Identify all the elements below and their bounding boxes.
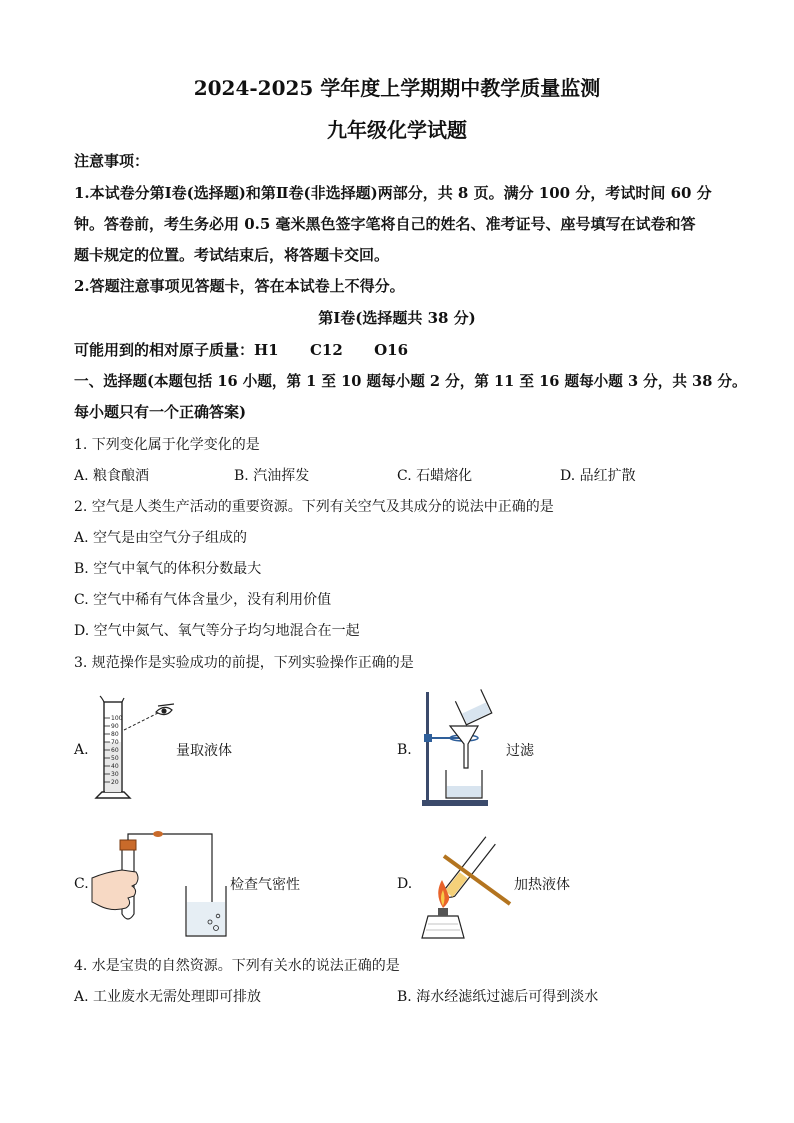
- filtration-diagram: [416, 688, 512, 810]
- q1-option-b[interactable]: B. 汽油挥发: [234, 468, 310, 484]
- q4-option-a[interactable]: A. 工业废水无需处理即可排放: [74, 989, 262, 1005]
- section-heading-line1: 一、选择题(本题包括 16 小题，第 1 至 10 题每小题 2 分，第 11 至 16 题每小题 3 分，共 38 分。: [74, 373, 747, 390]
- q3-option-c-letter[interactable]: C.: [74, 876, 89, 892]
- q2-stem: 2. 空气是人类生产活动的重要资源。下列有关空气及其成分的说法中正确的是: [74, 499, 554, 515]
- tick-label: 20: [111, 779, 119, 786]
- sight-line: [124, 712, 160, 730]
- q2-option-b[interactable]: B. 空气中氧气的体积分数最大: [74, 561, 262, 577]
- tick-label: 30: [111, 771, 119, 778]
- notice-heading: 注意事项：: [74, 152, 150, 170]
- q3-option-d-letter[interactable]: D.: [397, 876, 413, 892]
- q1-option-a[interactable]: A. 粮食酿酒: [74, 468, 150, 484]
- alcohol-lamp: [422, 916, 464, 938]
- heating-diagram: [414, 828, 514, 940]
- notice-item2: 2.答题注意事项见答题卡，答在本试卷上不得分。: [74, 277, 405, 295]
- notice-item1-line1: 1.本试卷分第Ⅰ卷(选择题)和第Ⅱ卷(非选择题)两部分，共 8 页。满分 100 分，考试时间 60 分: [74, 184, 712, 202]
- q2-option-c[interactable]: C. 空气中稀有气体含量少，没有利用价值: [74, 592, 332, 608]
- eye-icon: [156, 704, 174, 715]
- clamp-boss: [424, 734, 432, 742]
- tick-label: 50: [111, 755, 119, 762]
- rubber-stopper: [120, 840, 136, 850]
- q4-option-b[interactable]: B. 海水经滤纸过滤后可得到淡水: [397, 989, 599, 1005]
- notice-item1-line2: 钟。答卷前，考生务必用 0.5 毫米黑色签字笔将自己的姓名、准考证号、座号填写在试卷和答: [74, 215, 696, 233]
- q3-option-b-letter[interactable]: B.: [397, 742, 412, 758]
- airtightness-diagram: [92, 830, 232, 940]
- q3-option-d-caption: 加热液体: [514, 877, 570, 893]
- cylinder-base: [96, 792, 130, 798]
- section-heading-line2: 每小题只有一个正确答案): [74, 403, 247, 421]
- q1-option-c[interactable]: C. 石蜡熔化: [397, 468, 473, 484]
- tube-connector: [153, 831, 163, 837]
- exam-title: 2024-2025 学年度上学期期中教学质量监测: [193, 76, 601, 100]
- graduated-cylinder-diagram: [94, 690, 184, 802]
- tick-label: 60: [111, 747, 119, 754]
- pouring-beaker: [455, 689, 491, 724]
- q2-option-a[interactable]: A. 空气是由空气分子组成的: [74, 530, 248, 546]
- q3-option-a-caption: 量取液体: [176, 743, 232, 759]
- q2-option-d[interactable]: D. 空气中氮气、氧气等分子均匀地混合在一起: [74, 623, 360, 639]
- tick-label: 100: [111, 715, 123, 722]
- q1-stem: 1. 下列变化属于化学变化的是: [74, 437, 260, 453]
- q3-option-c-caption: 检查气密性: [230, 877, 300, 893]
- q3-option-b-caption: 过滤: [506, 743, 534, 759]
- tick-label: 80: [111, 731, 119, 738]
- funnel: [450, 726, 478, 768]
- notice-item1-line3: 题卡规定的位置。考试结束后，将答题卡交回。: [74, 246, 390, 264]
- tick-label: 90: [111, 723, 119, 730]
- tick-label: 70: [111, 739, 119, 746]
- q1-option-d[interactable]: D. 品红扩散: [560, 468, 636, 484]
- tick-label: 40: [111, 763, 119, 770]
- q3-stem: 3. 规范操作是实验成功的前提，下列实验操作正确的是: [74, 655, 414, 671]
- q3-option-a-letter[interactable]: A.: [74, 742, 89, 758]
- atomic-mass-line: 可能用到的相对原子质量：H1 C12 O16: [74, 341, 409, 359]
- exam-subtitle: 九年级化学试题: [327, 118, 467, 142]
- stand-base: [422, 800, 488, 806]
- part1-heading: 第Ⅰ卷(选择题共 38 分): [318, 309, 476, 327]
- q4-stem: 4. 水是宝贵的自然资源。下列有关水的说法正确的是: [74, 958, 400, 974]
- stand-rod: [426, 692, 429, 800]
